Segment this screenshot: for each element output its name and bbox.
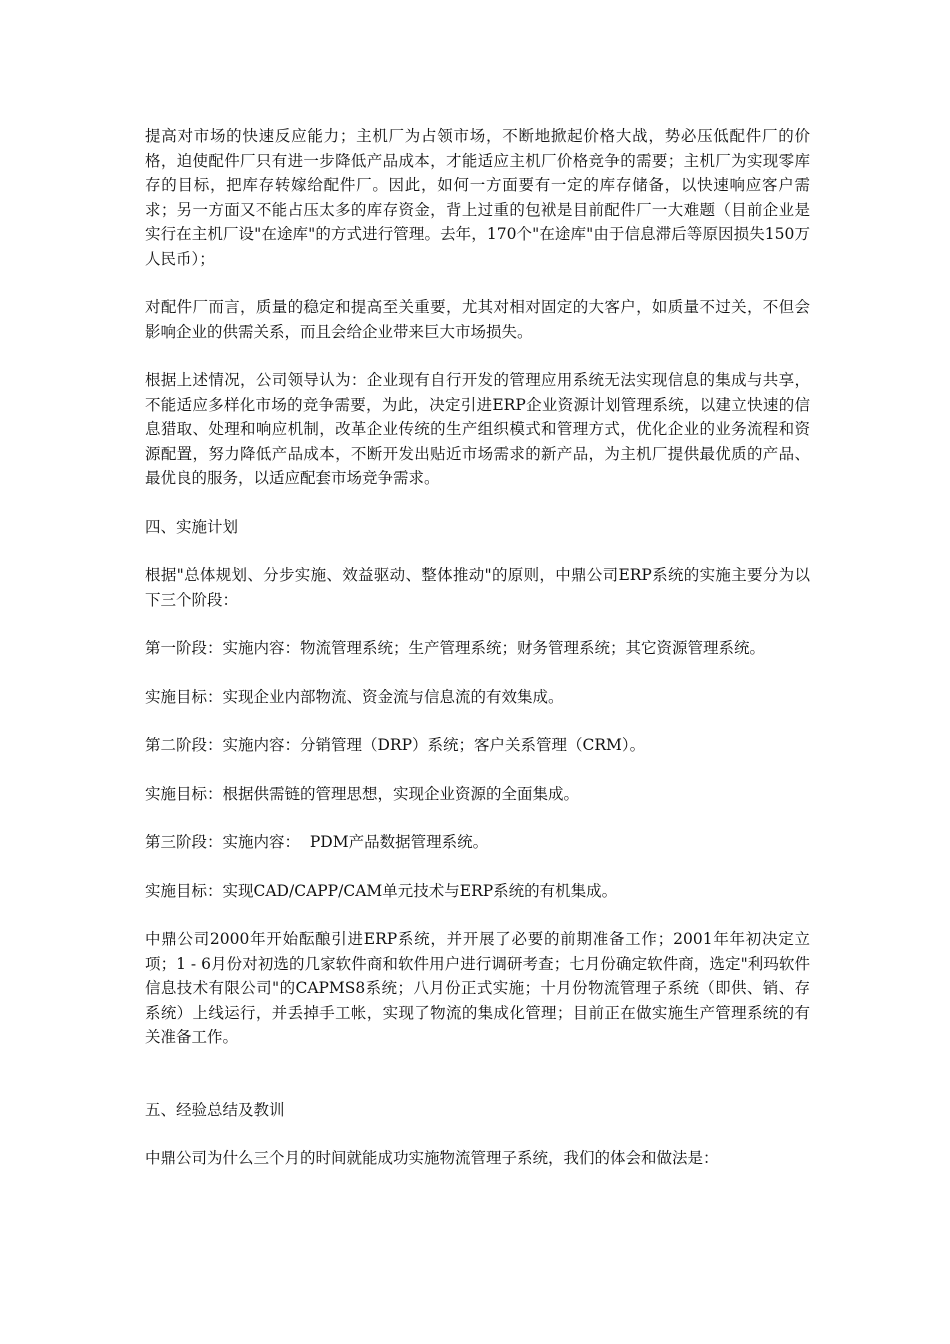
paragraph-phase-three-goal: 实施目标：实现CAD/CAPP/CAM单元技术与ERP系统的有机集成。 [145, 881, 618, 900]
paragraph-quality: 对配件厂而言，质量的稳定和提高至关重要，尤其对相对固定的大客户，如质量不过关，不但会影响企业的供需关系，而且会给企业带来巨大市场损失。 [145, 298, 810, 341]
paragraph-market-response: 提高对市场的快速反应能力；主机厂为占领市场，不断地掀起价格大战，势必压低配件厂的价格，迫使配件厂只有进一步降低产品成本，才能适应主机厂价格竞争的需要；主机厂为实现零库存的目标，把库存转嫁给配件厂。因此，如何一方面要有一定的库存储备，以快速响应客户需求；另一方面又不能占压太多的库存资金，背上过重的包袱是目前配件厂一大难题（目前企业是实行在主机厂设"在途库"的方式进行管理。去年，170个"在途库"由于信息滞后等原因损失150万人民币）； [145, 127, 810, 268]
paragraph-phase-one-goal: 实施目标：实现企业内部物流、资金流与信息流的有效集成。 [145, 687, 564, 706]
paragraph-principles: 根据"总体规划、分步实施、效益驱动、整体推动"的原则，中鼎公司ERP系统的实施主要分为以下三个阶段： [145, 566, 810, 609]
paragraph-phase-two: 第二阶段：实施内容：分销管理（DRP）系统；客户关系管理（CRM）。 [145, 736, 646, 754]
paragraph-phase-one: 第一阶段：实施内容：物流管理系统；生产管理系统；财务管理系统；其它资源管理系统。 [145, 639, 766, 657]
spacer [145, 1074, 810, 1098]
paragraph-experience-intro: 中鼎公司为什么三个月的时间就能成功实施物流管理子系统，我们的体会和做法是： [145, 1149, 719, 1167]
section-heading-lessons: 五、经验总结及教训 [145, 1100, 285, 1119]
paragraph-phase-three: 第三阶段：实施内容： PDM产品数据管理系统。 [145, 833, 489, 851]
section-heading-implementation-plan: 四、实施计划 [145, 517, 239, 536]
paragraph-phase-two-goal: 实施目标：根据供需链的管理思想，实现企业资源的全面集成。 [145, 784, 580, 803]
paragraph-erp-decision: 根据上述情况，公司领导认为：企业现有自行开发的管理应用系统无法实现信息的集成与共享，不能适应多样化市场的竞争需要，为此，决定引进ERP企业资源计划管理系统，以建立快速的信息猎取、处理和响应机制，改革企业传统的生产组织模式和管理方式，优化企业的业务流程和资源配置，努力降低产品成本，不断开发出贴近市场需求的新产品，为主机厂提供最优质的产品、最优良的服务，以适应配套市场竞争需求。 [145, 371, 810, 487]
paragraph-timeline: 中鼎公司2000年开始酝酿引进ERP系统，并开展了必要的前期准备工作；2001年年初决定立项；1 - 6月份对初选的几家软件商和软件用户进行调研考查；七月份确定软件商，选定"利玛软件信息技术有限公司"的CAPMS8系统；八月份正式实施；十月份物流管理子系统（即供、销、存系统）上线运行，并丢掉手工帐，实现了物流的集成化管理；目前正在做实施生产管理系统的有关准备工作。 [145, 930, 810, 1046]
document-body [145, 124, 810, 1195]
